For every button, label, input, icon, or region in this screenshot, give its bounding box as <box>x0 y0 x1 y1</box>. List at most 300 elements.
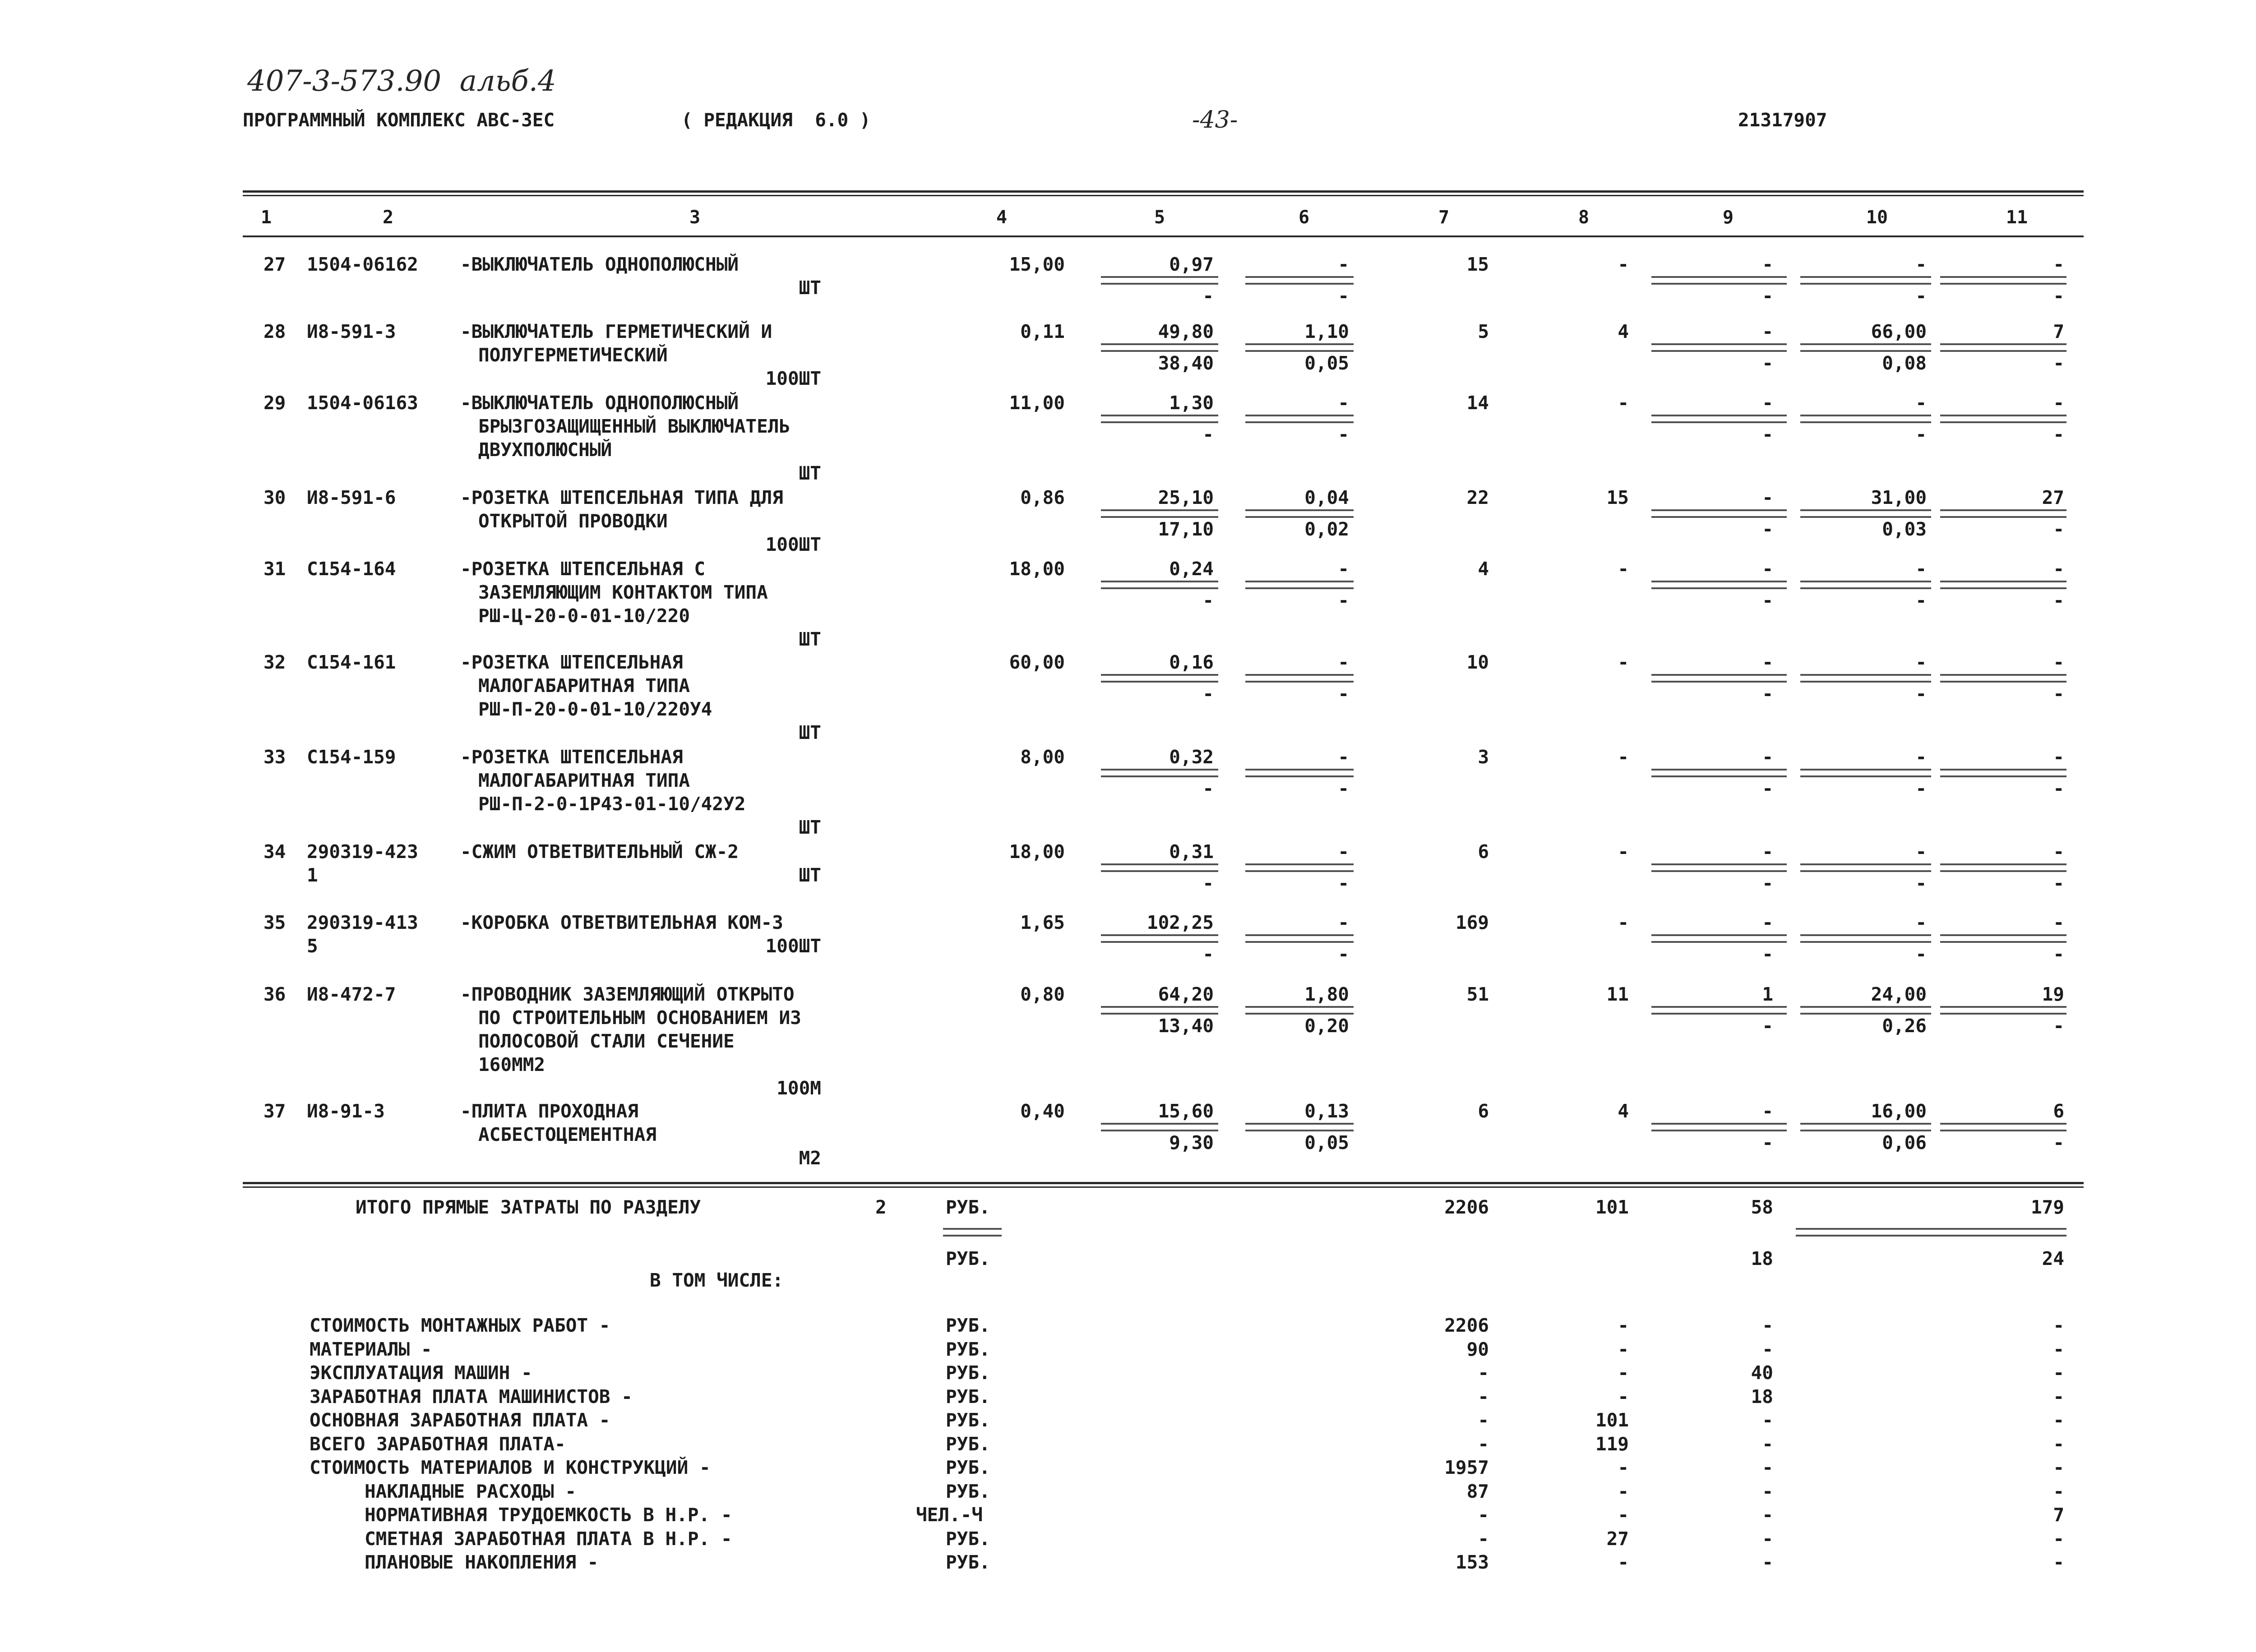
breakdown-unit: РУБ. <box>946 1338 990 1360</box>
breakdown-col9: 40 <box>1751 1362 1773 1384</box>
row-col9: - <box>1762 558 1773 580</box>
row-description-line: РШ-П-20-0-01-10/220У4 <box>478 698 712 720</box>
row-unit: ШТ <box>799 722 821 743</box>
row-col6-second: 0,05 <box>1304 352 1349 374</box>
breakdown-unit: РУБ. <box>946 1480 990 1502</box>
row-col11: - <box>2053 392 2064 414</box>
row-col9-underline <box>1651 343 1787 352</box>
row-col6-price: 0,13 <box>1304 1100 1349 1122</box>
row-description-line: ОТКРЫТОЙ ПРОВОДКИ <box>478 510 668 532</box>
row-col7: 6 <box>1478 841 1489 863</box>
row-col10-second: - <box>1915 683 1927 705</box>
row-col9: - <box>1762 841 1773 863</box>
row-col10-second: - <box>1915 778 1927 799</box>
row-quantity: 1,65 <box>1020 912 1065 933</box>
row-col5-second: - <box>1202 590 1214 611</box>
total-unit-1: РУБ. <box>946 1196 990 1218</box>
breakdown-col11: - <box>2053 1362 2064 1384</box>
breakdown-col7: - <box>1478 1433 1489 1455</box>
row-description-line: -РОЗЕТКА ШТЕПСЕЛЬНАЯ <box>460 746 683 768</box>
row-col5-second: - <box>1202 424 1214 445</box>
row-col9-second: - <box>1762 590 1773 611</box>
row-description-line: ПО СТРОИТЕЛЬНЫМ ОСНОВАНИЕМ ИЗ <box>478 1007 801 1029</box>
row-col11-second: - <box>2053 1015 2064 1037</box>
breakdown-unit: РУБ. <box>946 1457 990 1478</box>
row-col10: - <box>1915 558 1927 580</box>
row-col6-second: 0,20 <box>1304 1015 1349 1037</box>
row-col6-price: 1,80 <box>1304 983 1349 1005</box>
breakdown-col9: - <box>1762 1551 1773 1573</box>
row-col5-underline <box>1101 769 1218 777</box>
breakdown-label: СТОИМОСТЬ МАТЕРИАЛОВ И КОНСТРУКЦИЙ - <box>310 1457 711 1478</box>
row-col9: - <box>1762 746 1773 768</box>
row-number: 28 <box>264 321 286 342</box>
row-col10-underline <box>1800 276 1931 285</box>
row-col6-second: - <box>1338 872 1349 894</box>
including-label: В ТОМ ЧИСЛЕ: <box>650 1269 784 1291</box>
row-col9-underline <box>1651 769 1787 777</box>
total-col9: 58 <box>1751 1196 1773 1218</box>
row-col11-underline <box>1940 276 2066 285</box>
row-col9-second: - <box>1762 424 1773 445</box>
row-col5-price: 0,24 <box>1169 558 1214 580</box>
row-col10: - <box>1915 746 1927 768</box>
row-col8: 4 <box>1618 1100 1629 1122</box>
row-description-line: -КОРОБКА ОТВЕТВИТЕЛЬНАЯ КОМ-3 <box>460 912 783 933</box>
breakdown-col8: 27 <box>1606 1527 1629 1550</box>
row-code: И8-91-3 <box>307 1100 385 1122</box>
breakdown-unit: РУБ. <box>946 1527 990 1550</box>
row-col5-second: 17,10 <box>1158 518 1214 540</box>
breakdown-col11: - <box>2053 1315 2064 1336</box>
total-col9-line2: 18 <box>1751 1248 1773 1269</box>
row-col11: - <box>2053 651 2064 673</box>
row-col11: - <box>2053 558 2064 580</box>
page-number: -43- <box>1192 106 1238 134</box>
row-col11-underline <box>1940 1006 2066 1015</box>
row-description-line: АСБЕСТОЦЕМЕНТНАЯ <box>478 1124 656 1145</box>
row-col11-underline <box>1940 863 2066 872</box>
row-col11-underline <box>1940 934 2066 943</box>
row-col9-second: - <box>1762 683 1773 705</box>
table-top-rule-2 <box>243 195 2084 196</box>
column-number-10: 10 <box>1866 207 1888 228</box>
row-description-line: ПОЛУГЕРМЕТИЧЕСКИЙ <box>478 344 668 366</box>
row-col7: 5 <box>1478 321 1489 342</box>
row-col6-second: - <box>1338 285 1349 307</box>
row-col5-underline <box>1101 1123 1218 1131</box>
row-col5-price: 64,20 <box>1158 983 1214 1005</box>
row-col10: 24,00 <box>1871 983 1927 1005</box>
breakdown-label: ПЛАНОВЫЕ НАКОПЛЕНИЯ - <box>365 1551 599 1573</box>
row-number: 34 <box>264 841 286 863</box>
row-col6-price: - <box>1338 254 1349 275</box>
row-description-line: ЗАЗЕМЛЯЮЩИМ КОНТАКТОМ ТИПА <box>478 581 768 603</box>
breakdown-col9: - <box>1762 1457 1773 1478</box>
breakdown-unit: РУБ. <box>946 1385 990 1407</box>
row-col7: 51 <box>1466 983 1489 1005</box>
row-col10-underline <box>1800 1006 1931 1015</box>
row-code: И8-472-7 <box>307 983 396 1005</box>
row-col6-underline <box>1245 581 1354 589</box>
breakdown-col9: 18 <box>1751 1385 1773 1407</box>
row-col9-underline <box>1651 863 1787 872</box>
column-number-7: 7 <box>1438 207 1450 228</box>
row-col5-second: - <box>1202 943 1214 965</box>
row-col10-second: 0,03 <box>1882 518 1927 540</box>
column-number-5: 5 <box>1154 207 1165 228</box>
row-col9: - <box>1762 392 1773 414</box>
row-col10-underline <box>1800 934 1931 943</box>
breakdown-col9: - <box>1762 1315 1773 1336</box>
row-col9-underline <box>1651 509 1787 518</box>
row-col9-underline <box>1651 276 1787 285</box>
breakdown-col11: - <box>2053 1457 2064 1478</box>
row-description-line: -ПРОВОДНИК ЗАЗЕМЛЯЮЩИЙ ОТКРЫТО <box>460 983 795 1005</box>
row-col5-underline <box>1101 581 1218 589</box>
row-code: С154-164 <box>307 558 396 580</box>
row-col11-second: - <box>2053 590 2064 611</box>
row-col7: 14 <box>1466 392 1489 414</box>
row-col9-second: - <box>1762 778 1773 799</box>
row-col6-second: - <box>1338 683 1349 705</box>
row-col11-underline <box>1940 674 2066 683</box>
row-col11: - <box>2053 841 2064 863</box>
row-col5-price: 0,16 <box>1169 651 1214 673</box>
row-unit: 100ШТ <box>765 534 821 555</box>
row-col5-underline <box>1101 674 1218 683</box>
breakdown-label: ЗАРАБОТНАЯ ПЛАТА МАШИНИСТОВ - <box>310 1385 633 1407</box>
row-col8: - <box>1618 841 1629 863</box>
breakdown-col7: - <box>1478 1527 1489 1550</box>
row-col11-second: - <box>2053 872 2064 894</box>
row-col11-underline <box>1940 769 2066 777</box>
breakdown-col8: - <box>1618 1338 1629 1360</box>
breakdown-col7: 87 <box>1466 1480 1489 1502</box>
row-col8: - <box>1618 651 1629 673</box>
row-description-line: 160ММ2 <box>478 1054 546 1075</box>
row-col10-underline <box>1800 343 1931 352</box>
row-col9-underline <box>1651 1123 1787 1131</box>
total-label: ИТОГО ПРЯМЫЕ ЗАТРАТЫ ПО РАЗДЕЛУ <box>356 1196 701 1218</box>
row-col8: 11 <box>1606 983 1629 1005</box>
row-col5-underline <box>1101 934 1218 943</box>
breakdown-col9: - <box>1762 1504 1773 1526</box>
breakdown-col8: - <box>1618 1457 1629 1478</box>
row-col10-second: 0,26 <box>1882 1015 1927 1037</box>
row-col9: 1 <box>1762 983 1773 1005</box>
row-col5-price: 15,60 <box>1158 1100 1214 1122</box>
row-col11-second: - <box>2053 285 2064 307</box>
row-unit: ШТ <box>799 628 821 650</box>
breakdown-col9: - <box>1762 1480 1773 1502</box>
row-number: 37 <box>264 1100 286 1122</box>
table-top-rule <box>243 190 2084 193</box>
row-col6-price: 1,10 <box>1304 321 1349 342</box>
row-col10: - <box>1915 651 1927 673</box>
row-col10-second: - <box>1915 872 1927 894</box>
row-description-line: РШ-Ц-20-0-01-10/220 <box>478 605 690 627</box>
breakdown-label: НАКЛАДНЫЕ РАСХОДЫ - <box>365 1480 576 1502</box>
row-quantity: 0,80 <box>1020 983 1065 1005</box>
row-quantity: 18,00 <box>1009 558 1065 580</box>
row-col9-underline <box>1651 581 1787 589</box>
row-col6-second: - <box>1338 778 1349 799</box>
edition-label: ( РЕДАКЦИЯ 6.0 ) <box>681 109 871 131</box>
breakdown-col8: - <box>1618 1551 1629 1573</box>
row-description-line: ПОЛОСОВОЙ СТАЛИ СЕЧЕНИЕ <box>478 1030 735 1052</box>
row-description-line: МАЛОГАБАРИТНАЯ ТИПА <box>478 675 690 697</box>
breakdown-col9: - <box>1762 1338 1773 1360</box>
row-number: 35 <box>264 912 286 933</box>
row-description-line: -РОЗЕТКА ШТЕПСЕЛЬНАЯ <box>460 651 683 673</box>
row-col10-second: - <box>1915 424 1927 445</box>
breakdown-col8: - <box>1618 1315 1629 1336</box>
row-unit: ШТ <box>799 817 821 838</box>
row-col6-underline <box>1245 415 1354 423</box>
row-col11-second: - <box>2053 352 2064 374</box>
row-col9-underline <box>1651 674 1787 683</box>
breakdown-label: МАТЕРИАЛЫ - <box>310 1338 432 1360</box>
row-col6-price: 0,04 <box>1304 487 1349 508</box>
row-quantity: 60,00 <box>1009 651 1065 673</box>
row-col8: - <box>1618 746 1629 768</box>
row-col9: - <box>1762 651 1773 673</box>
row-col7: 6 <box>1478 1100 1489 1122</box>
breakdown-col7: 2206 <box>1444 1315 1489 1336</box>
total-unit-2: РУБ. <box>946 1248 990 1269</box>
row-code: И8-591-3 <box>307 321 396 342</box>
row-quantity: 8,00 <box>1020 746 1065 768</box>
row-quantity: 18,00 <box>1009 841 1065 863</box>
row-number: 32 <box>264 651 286 673</box>
row-col11: 19 <box>2042 983 2064 1005</box>
row-col9-second: - <box>1762 352 1773 374</box>
row-col5-second: - <box>1202 683 1214 705</box>
column-number-2: 2 <box>382 207 394 228</box>
breakdown-label: ЭКСПЛУАТАЦИЯ МАШИН - <box>310 1362 532 1384</box>
breakdown-col11: - <box>2053 1551 2064 1573</box>
row-col9-underline <box>1651 934 1787 943</box>
row-col8: - <box>1618 912 1629 933</box>
total-underline-right <box>1796 1228 2066 1237</box>
breakdown-col9: - <box>1762 1409 1773 1431</box>
row-number: 33 <box>264 746 286 768</box>
breakdown-col11: 7 <box>2053 1504 2064 1526</box>
row-col6-second: - <box>1338 424 1349 445</box>
row-col6-underline <box>1245 1123 1354 1131</box>
row-col11-underline <box>1940 509 2066 518</box>
row-col5-second: 13,40 <box>1158 1015 1214 1037</box>
row-col5-underline <box>1101 863 1218 872</box>
row-code: И8-591-6 <box>307 487 396 508</box>
row-col10-second: 0,06 <box>1882 1132 1927 1154</box>
row-quantity: 0,11 <box>1020 321 1065 342</box>
handwritten-reference: 407-3-573.90 альб.4 <box>247 65 556 98</box>
row-col10-second: - <box>1915 285 1927 307</box>
total-col8: 101 <box>1595 1196 1629 1218</box>
breakdown-unit: РУБ. <box>946 1409 990 1431</box>
breakdown-col7: 153 <box>1455 1551 1489 1573</box>
breakdown-col7: - <box>1478 1504 1489 1526</box>
row-code: 1504-06162 <box>307 254 418 275</box>
row-col10: 66,00 <box>1871 321 1927 342</box>
breakdown-label: ОСНОВНАЯ ЗАРАБОТНАЯ ПЛАТА - <box>310 1409 610 1431</box>
row-col5-underline <box>1101 343 1218 352</box>
row-col10-second: 0,08 <box>1882 352 1927 374</box>
row-col6-second: 0,05 <box>1304 1132 1349 1154</box>
breakdown-col8: - <box>1618 1480 1629 1502</box>
row-col7: 4 <box>1478 558 1489 580</box>
row-col8: 15 <box>1606 487 1629 508</box>
row-col9-second: - <box>1762 1132 1773 1154</box>
breakdown-col11: - <box>2053 1385 2064 1407</box>
row-col5-price: 0,32 <box>1169 746 1214 768</box>
row-col9-second: - <box>1762 943 1773 965</box>
row-col10-underline <box>1800 769 1931 777</box>
row-col11-underline <box>1940 415 2066 423</box>
row-col9-underline <box>1651 1006 1787 1015</box>
column-number-3: 3 <box>689 207 701 228</box>
row-col11: - <box>2053 254 2064 275</box>
row-col6-price: - <box>1338 558 1349 580</box>
breakdown-unit: РУБ. <box>946 1362 990 1384</box>
total-underline <box>943 1228 1002 1237</box>
breakdown-col11: - <box>2053 1338 2064 1360</box>
breakdown-col7: - <box>1478 1362 1489 1384</box>
row-col8: 4 <box>1618 321 1629 342</box>
row-col6-underline <box>1245 934 1354 943</box>
row-code: 290319-423 <box>307 841 418 863</box>
breakdown-col9: - <box>1762 1433 1773 1455</box>
row-description-line: -ВЫКЛЮЧАТЕЛЬ ГЕРМЕТИЧЕСКИЙ И <box>460 321 772 342</box>
breakdown-col11: - <box>2053 1433 2064 1455</box>
row-col5-second: 38,40 <box>1158 352 1214 374</box>
row-col10-underline <box>1800 509 1931 518</box>
header-bottom-rule <box>243 235 2084 237</box>
row-col11-underline <box>1940 581 2066 589</box>
row-unit: ШТ <box>799 462 821 484</box>
row-col9: - <box>1762 321 1773 342</box>
row-col11-second: - <box>2053 1132 2064 1154</box>
row-col6-underline <box>1245 1006 1354 1015</box>
breakdown-col7: - <box>1478 1385 1489 1407</box>
row-col6-underline <box>1245 509 1354 518</box>
row-col11-underline <box>1940 1123 2066 1131</box>
total-section-number: 2 <box>875 1196 887 1218</box>
row-col6-price: - <box>1338 651 1349 673</box>
program-name: ПРОГРАММНЫЙ КОМПЛЕКС АВС-ЗЕС <box>243 109 555 131</box>
row-description-line: РШ-П-2-0-1Р43-01-10/42У2 <box>478 793 746 815</box>
row-col6-underline <box>1245 769 1354 777</box>
row-quantity: 11,00 <box>1009 392 1065 414</box>
row-col10: - <box>1915 254 1927 275</box>
row-code-suffix: 1 <box>307 864 318 886</box>
row-col9: - <box>1762 487 1773 508</box>
breakdown-unit: РУБ. <box>946 1433 990 1455</box>
breakdown-col8: 119 <box>1595 1433 1629 1455</box>
total-col11: 179 <box>2030 1196 2064 1218</box>
row-unit: 100М <box>777 1077 821 1099</box>
row-col10-underline <box>1800 1123 1931 1131</box>
breakdown-col7: 90 <box>1466 1338 1489 1360</box>
breakdown-col8: - <box>1618 1504 1629 1526</box>
row-description-line: -РОЗЕТКА ШТЕПСЕЛЬНАЯ ТИПА ДЛЯ <box>460 487 783 508</box>
row-number: 36 <box>264 983 286 1005</box>
row-col6-underline <box>1245 863 1354 872</box>
row-col11: 6 <box>2053 1100 2064 1122</box>
row-quantity: 0,40 <box>1020 1100 1065 1122</box>
row-col5-second: 9,30 <box>1169 1132 1214 1154</box>
breakdown-col11: - <box>2053 1409 2064 1431</box>
row-col6-underline <box>1245 276 1354 285</box>
row-number: 29 <box>264 392 286 414</box>
row-description-line: -ВЫКЛЮЧАТЕЛЬ ОДНОПОЛЮСНЫЙ <box>460 254 739 275</box>
breakdown-label: НОРМАТИВНАЯ ТРУДОЕМКОСТЬ В Н.Р. - <box>365 1504 732 1526</box>
breakdown-col8: - <box>1618 1362 1629 1384</box>
row-col11-second: - <box>2053 778 2064 799</box>
breakdown-col9: - <box>1762 1527 1773 1550</box>
row-col9: - <box>1762 912 1773 933</box>
row-unit: М2 <box>799 1147 821 1169</box>
row-unit: ШТ <box>799 277 821 299</box>
row-col5-price: 102,25 <box>1146 912 1214 933</box>
row-description-line: ДВУХПОЛЮСНЫЙ <box>478 439 612 461</box>
row-description-line: -ПЛИТА ПРОХОДНАЯ <box>460 1100 638 1122</box>
row-col11-second: - <box>2053 683 2064 705</box>
row-col6-second: - <box>1338 590 1349 611</box>
row-col8: - <box>1618 392 1629 414</box>
column-number-4: 4 <box>996 207 1008 228</box>
row-col9-second: - <box>1762 518 1773 540</box>
row-col5-underline <box>1101 276 1218 285</box>
row-col5-underline <box>1101 415 1218 423</box>
row-col7: 15 <box>1466 254 1489 275</box>
row-unit: 100ШТ <box>765 935 821 957</box>
row-col9-second: - <box>1762 285 1773 307</box>
total-col11-line2: 24 <box>2042 1248 2064 1269</box>
row-col9-second: - <box>1762 872 1773 894</box>
row-col10-underline <box>1800 581 1931 589</box>
row-description-line: БРЫЗГОЗАЩИЩЕННЫЙ ВЫКЛЮЧАТЕЛЬ <box>478 415 791 437</box>
row-quantity: 15,00 <box>1009 254 1065 275</box>
row-col5-underline <box>1101 1006 1218 1015</box>
row-code: 290319-413 <box>307 912 418 933</box>
row-col10-second: - <box>1915 590 1927 611</box>
row-col7: 10 <box>1466 651 1489 673</box>
row-description-line: МАЛОГАБАРИТНАЯ ТИПА <box>478 770 690 791</box>
breakdown-unit: РУБ. <box>946 1315 990 1336</box>
breakdown-col7: - <box>1478 1409 1489 1431</box>
row-description-line: -РОЗЕТКА ШТЕПСЕЛЬНАЯ С <box>460 558 706 580</box>
row-col6-second: - <box>1338 943 1349 965</box>
row-col11-underline <box>1940 343 2066 352</box>
row-col5-price: 0,31 <box>1169 841 1214 863</box>
row-unit: ШТ <box>799 864 821 886</box>
breakdown-col7: 1957 <box>1444 1457 1489 1478</box>
row-description-line: -СЖИМ ОТВЕТВИТЕЛЬНЫЙ СЖ-2 <box>460 841 739 863</box>
row-col5-price: 0,97 <box>1169 254 1214 275</box>
row-col7: 22 <box>1466 487 1489 508</box>
row-code-suffix: 5 <box>307 935 318 957</box>
row-col6-underline <box>1245 343 1354 352</box>
row-number: 31 <box>264 558 286 580</box>
row-col6-price: - <box>1338 841 1349 863</box>
row-col11: - <box>2053 912 2064 933</box>
row-col5-price: 49,80 <box>1158 321 1214 342</box>
row-col10-second: - <box>1915 943 1927 965</box>
row-number: 30 <box>264 487 286 508</box>
